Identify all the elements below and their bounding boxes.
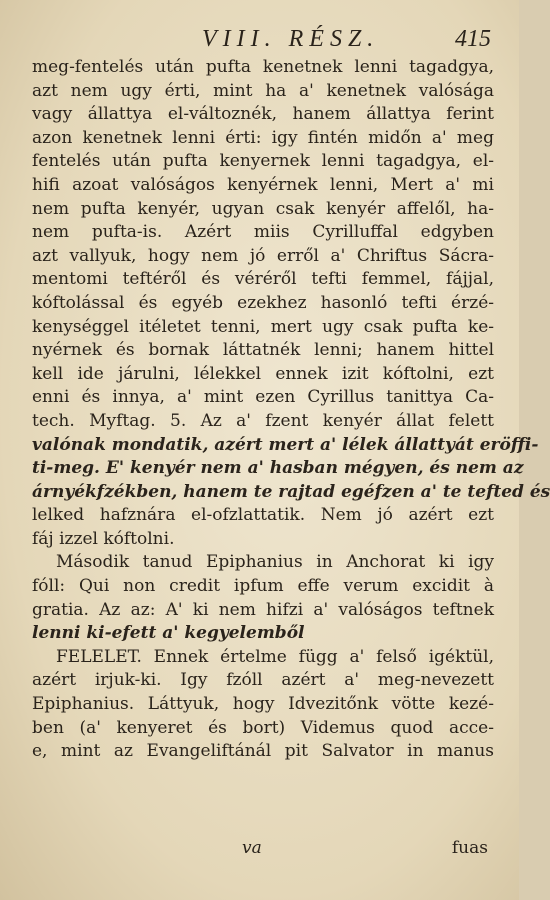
catchword: fuas [451,838,488,858]
text-line: kóftolással és egyéb ezekhez hasonló tefti érzé- [32,292,494,313]
signature-mark: va [242,838,262,858]
text-line: tech. Myftag. 5. Az a' fzent kenyér állat felett [32,410,494,431]
text-line: nyérnek és bornak láttatnék lenni; hanem hittel [32,340,494,361]
text-line: enni és innya, a' mint ezen Cyrillus tanittya Ca- [32,387,494,408]
text-line: Epiphanius. Láttyuk, hogy Idvezitőnk vötte kezé- [32,694,494,715]
text-line: e, mint az Evangeliftánál pit Salvator in manus [32,741,494,762]
paragraph-start-line: FELELET. Ennek értelme függ a' felső igéktül, [56,646,494,667]
text-line: gratia. Az az: A' ki nem hifzi a' valóságos teftnek [32,599,494,620]
text-line: hifi azoat valóságos kenyérnek lenni, Mert a' mi [32,174,494,195]
paragraph-start-line: Második tanud Epiphanius in Anchorat ki igy [56,552,494,573]
text-line: azért irjuk-ki. Igy fzóll azért a' meg-nevezett [32,670,494,691]
italic-quote-line: ti-meg. E' kenyér nem a' hasban mégyen, és nem az [32,458,524,479]
text-line: azon kenetnek lenni érti: igy fintén midőn a' meg [32,127,494,148]
text-line: kell ide járulni, lélekkel ennek izit kóftolni, ezt [32,363,494,384]
text-line: meg-fentelés után pufta kenetnek lenni tagadgya, [32,57,494,77]
running-header [32,26,491,56]
catchline [32,838,494,862]
text-line: azt nem ugy érti, mint ha a' kenetnek valósága [32,80,494,101]
text-body [32,56,550,764]
italic-quote-line: árnyékfzékben, hanem te rajtad egéfzen a' te tefted és [32,481,550,502]
text-line: kenységgel itéletet tenni, mert ugy csak pufta ke- [32,316,494,337]
text-line: fentelés után pufta kenyernek lenni tagadgya, el- [32,151,494,172]
text-line: fáj izzel kóftolni. [32,528,175,549]
text-line: vagy állattya el-változnék, hanem állattya ferint [32,104,494,125]
text-line: mentomi teftéről és véréről tefti femmel, fájjal, [32,269,494,290]
text-line: lelked hafznára el-ofzlattatik. Nem jó azért ezt [32,505,494,526]
text-line: nem pufta-is. Azért miis Cyrilluffal edgyben [32,222,494,243]
text-line: azt vallyuk, hogy nem jó erről a' Chriftus Sácra- [32,245,494,266]
italic-quote-line: lenni ki-efett a' kegyelemből [32,623,305,644]
chapter-heading: VIII. RÉSZ. [202,26,380,52]
page-number: 415 [455,26,491,52]
text-line: ben (a' kenyeret és bort) Videmus quod acce- [32,717,494,738]
text-line: fóll: Qui non credit ipfum effe verum excidit à [32,576,494,597]
italic-quote-line: valónak mondatik, azért mert a' lélek állattyát eröffi- [32,434,539,455]
text-line: nem pufta kenyér, ugyan csak kenyér affelől, ha- [32,198,494,219]
